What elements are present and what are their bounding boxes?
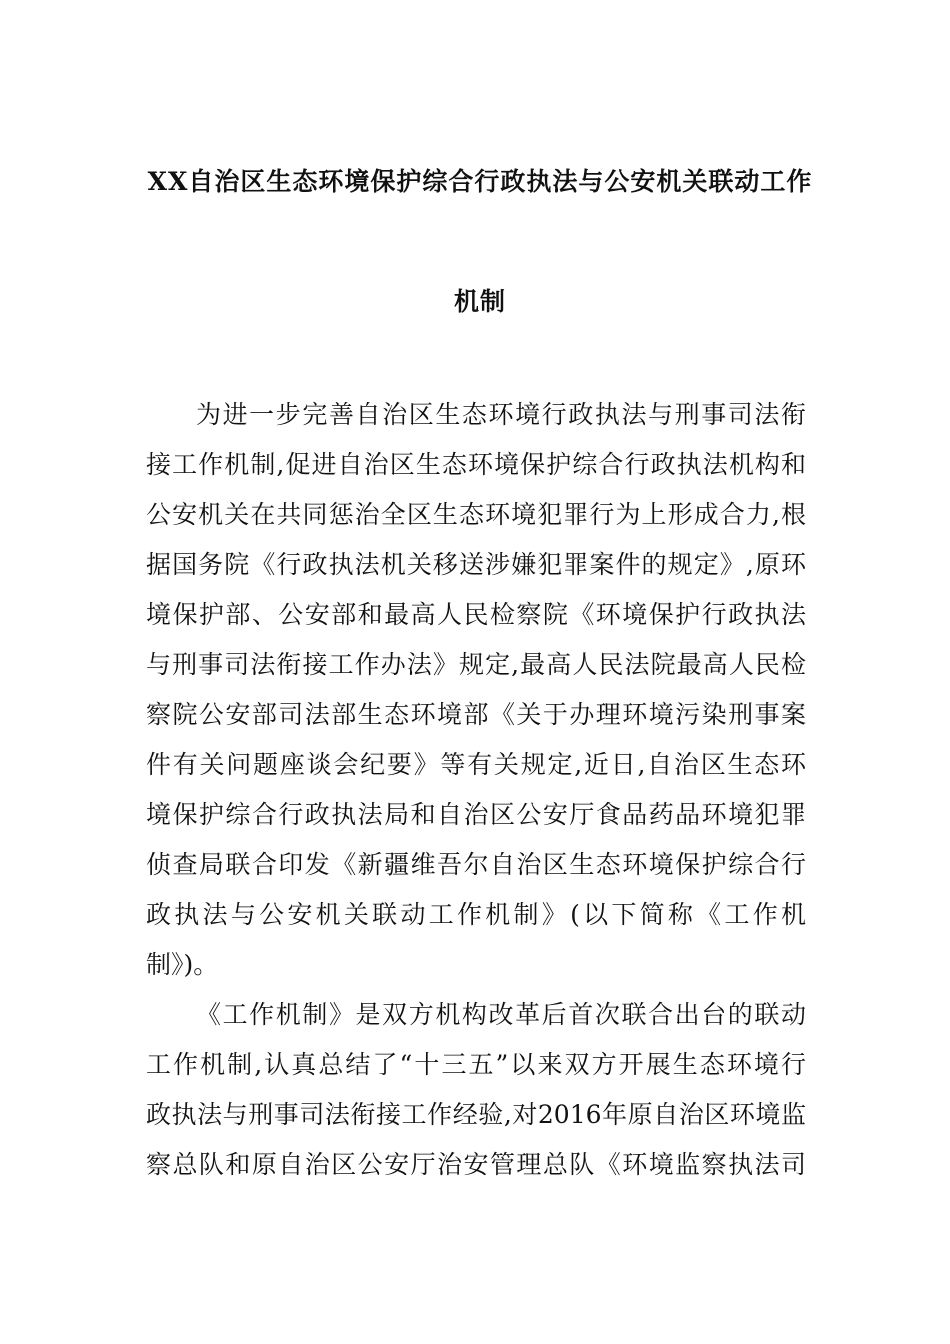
paragraph-1-line-8: 件有关问题座谈会纪要》等有关规定,近日,自治区生态环	[146, 750, 806, 779]
paragraph-1-line-12: 制》)。	[146, 950, 219, 979]
paragraph-2-line-1: 《工作机制》是双方机构改革后首次联合出台的联动	[196, 1000, 806, 1029]
paragraph-1-line-11: 政执法与公安机关联动工作机制》(以下简称《工作机	[146, 900, 806, 929]
paragraph-1-line-10: 侦查局联合印发《新疆维吾尔自治区生态环境保护综合行	[146, 850, 806, 879]
paragraph-2-line-3: 政执法与刑事司法衔接工作经验,对2016年原自治区环境监	[146, 1100, 806, 1129]
paragraph-1-line-6: 与刑事司法衔接工作办法》规定,最高人民法院最高人民检	[146, 650, 806, 679]
paragraph-1-line-1: 为进一步完善自治区生态环境行政执法与刑事司法衔	[196, 400, 806, 429]
paragraph-1-line-4: 据国务院《行政执法机关移送涉嫌犯罪案件的规定》,原环	[146, 550, 806, 579]
document-title-line-1: XX自治区生态环境保护综合行政执法与公安机关联动工作	[147, 167, 813, 196]
paragraph-1-line-3: 公安机关在共同惩治全区生态环境犯罪行为上形成合力,根	[146, 500, 806, 529]
paragraph-1-line-9: 境保护综合行政执法局和自治区公安厅食品药品环境犯罪	[146, 800, 806, 829]
paragraph-1-line-5: 境保护部、公安部和最高人民检察院《环境保护行政执法	[146, 600, 806, 629]
paragraph-2-line-2: 工作机制,认真总结了“十三五”以来双方开展生态环境行	[146, 1050, 806, 1079]
paragraph-1-line-7: 察院公安部司法部生态环境部《关于办理环境污染刑事案	[146, 700, 806, 729]
paragraph-1-line-2: 接工作机制,促进自治区生态环境保护综合行政执法机构和	[146, 450, 806, 479]
document-title-line-2: 机制	[453, 287, 506, 316]
paragraph-2-line-4: 察总队和原自治区公安厅治安管理总队《环境监察执法司	[146, 1150, 806, 1179]
